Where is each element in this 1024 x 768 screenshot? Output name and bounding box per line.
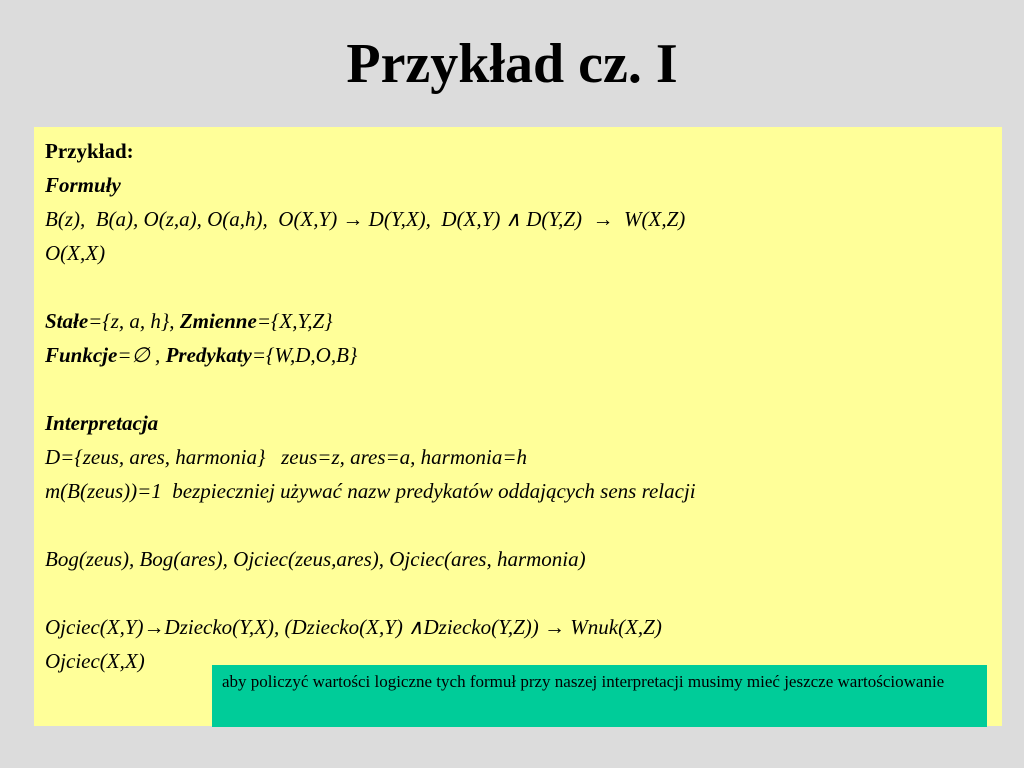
interpretation-heading: Interpretacja (45, 411, 159, 435)
rule-line: Ojciec(X,Y)→Dziecko(Y,X), (Dziecko(X,Y) ∧Dziecko(Y,Z)) → Wnuk(X,Z) (45, 615, 662, 639)
mapping-line: m(B(zeus))=1 bezpieczniej używać nazw predykatów oddających sens relacji (45, 479, 696, 503)
domain-line: D={zeus, ares, harmonia} zeus=z, ares=a, harmonia=h (45, 445, 528, 469)
functions-label: Funkcje (45, 343, 118, 367)
formulas-line-1: B(z), B(a), O(z,a), O(a,h), O(X,Y) → D(Y,X), D(X,Y) ∧ D(Y,Z) → W(X,Z) (45, 207, 686, 231)
last-formula-line: Ojciec(X,X) (45, 649, 145, 673)
slide-title: Przykład cz. I (346, 33, 678, 95)
formulas-heading: Formuły (45, 173, 121, 197)
predicates-label: Predykaty (165, 343, 252, 367)
constants-label: Stałe (45, 309, 89, 333)
spacer (45, 508, 995, 542)
note-box: aby policzyć wartości logiczne tych formuł przy naszej interpretacji musimy mieć jeszcze wartościowanie (212, 665, 987, 727)
formulas-line-2: O(X,X) (45, 241, 106, 265)
facts-line: Bog(zeus), Bog(ares), Ojciec(zeus,ares), Ojciec(ares, harmonia) (45, 547, 586, 571)
constants-variables-line (45, 304, 995, 338)
variables-label: Zmienne (179, 309, 257, 333)
functions-predicates-line (45, 338, 995, 372)
variables-value: ={X,Y,Z} (256, 309, 333, 333)
predicates-value: ={W,D,O,B} (251, 343, 358, 367)
slide-content (45, 134, 995, 678)
spacer (45, 372, 995, 406)
spacer (45, 576, 995, 610)
example-heading: Przykład: (45, 139, 134, 163)
spacer (45, 270, 995, 304)
functions-value: =∅ , (117, 343, 166, 367)
constants-value: ={z, a, h}, (88, 309, 180, 333)
